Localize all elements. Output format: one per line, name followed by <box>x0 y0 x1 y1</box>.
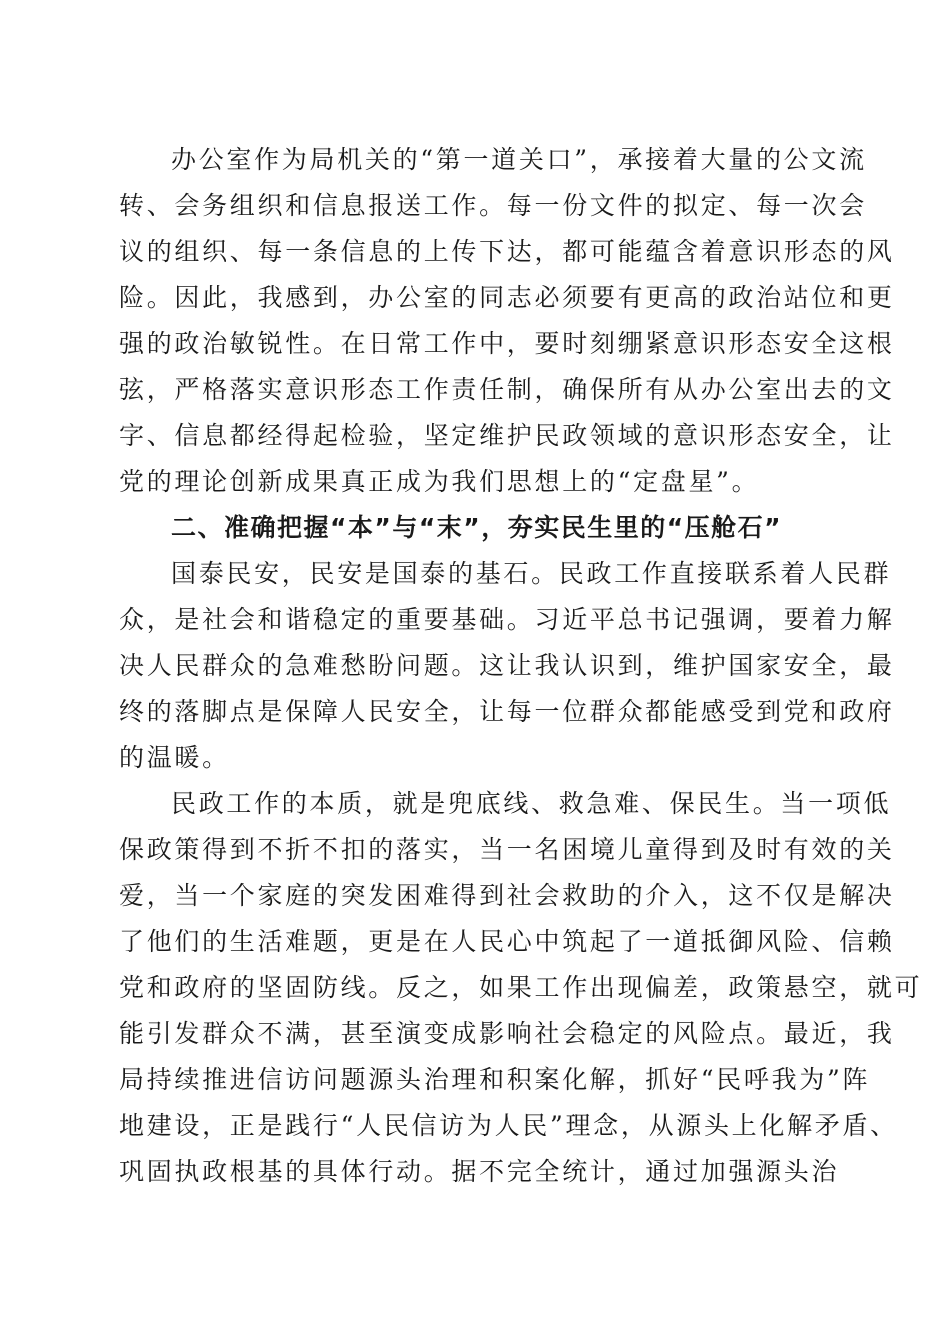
paragraph-1-line-2: 转、会务组织和信息报送工作。每一份文件的拟定、每一次会 <box>119 191 867 220</box>
paragraph-2-line-4: 终的落脚点是保障人民安全，让每一位群众都能感受到党和政府 <box>119 697 895 726</box>
paragraph-1-line-8: 党的理论创新成果真正成为我们思想上的“定盘星”。 <box>119 467 760 496</box>
paragraph-3-line-1: 民政工作的本质，就是兜底线、救急难、保民生。当一项低 <box>171 789 892 818</box>
paragraph-3-line-6: 能引发群众不满，甚至演变成影响社会稳定的风险点。最近，我 <box>119 1019 895 1048</box>
paragraph-3-line-2: 保政策得到不折不扣的落实，当一名困境儿童得到及时有效的关 <box>119 835 895 864</box>
paragraph-2-line-3: 决人民群众的急难愁盼问题。这让我认识到，维护国家安全，最 <box>119 651 895 680</box>
paragraph-1-line-4: 险。因此，我感到，办公室的同志必须要有更高的政治站位和更 <box>119 283 895 312</box>
paragraph-1-line-3: 议的组织、每一条信息的上传下达，都可能蕴含着意识形态的风 <box>119 237 895 266</box>
paragraph-1-line-6: 弦，严格落实意识形态工作责任制，确保所有从办公室出去的文 <box>119 375 895 404</box>
paragraph-3-line-9: 巩固执政根基的具体行动。据不完全统计，通过加强源头治 <box>119 1157 840 1186</box>
paragraph-2-line-2: 众，是社会和谐稳定的重要基础。习近平总书记强调，要着力解 <box>119 605 895 634</box>
paragraph-1-line-1: 办公室作为局机关的“第一道关口”，承接着大量的公文流 <box>171 145 867 174</box>
paragraph-3-line-8: 地建设，正是践行“人民信访为人民”理念，从源头上化解矛盾、 <box>119 1111 898 1140</box>
paragraph-3-line-3: 爱，当一个家庭的突发困难得到社会救助的介入，这不仅是解决 <box>119 881 895 910</box>
paragraph-3-line-7: 局持续推进信访问题源头治理和积案化解，抓好“民呼我为”阵 <box>119 1065 871 1094</box>
paragraph-3-line-5: 党和政府的坚固防线。反之，如果工作出现偏差，政策悬空，就可 <box>119 973 923 1002</box>
paragraph-2-line-1: 国泰民安，民安是国泰的基石。民政工作直接联系着人民群 <box>171 559 892 588</box>
paragraph-1-line-5: 强的政治敏锐性。在日常工作中，要时刻绷紧意识形态安全这根 <box>119 329 895 358</box>
section-heading-2: 二、准确把握“本”与“末”，夯实民生里的“压舱石” <box>171 513 783 542</box>
paragraph-2-line-5: 的温暖。 <box>119 743 230 772</box>
paragraph-1-line-7: 字、信息都经得起检验，坚定维护民政领域的意识形态安全，让 <box>119 421 895 450</box>
paragraph-3-line-4: 了他们的生活难题，更是在人民心中筑起了一道抵御风险、信赖 <box>119 927 895 956</box>
